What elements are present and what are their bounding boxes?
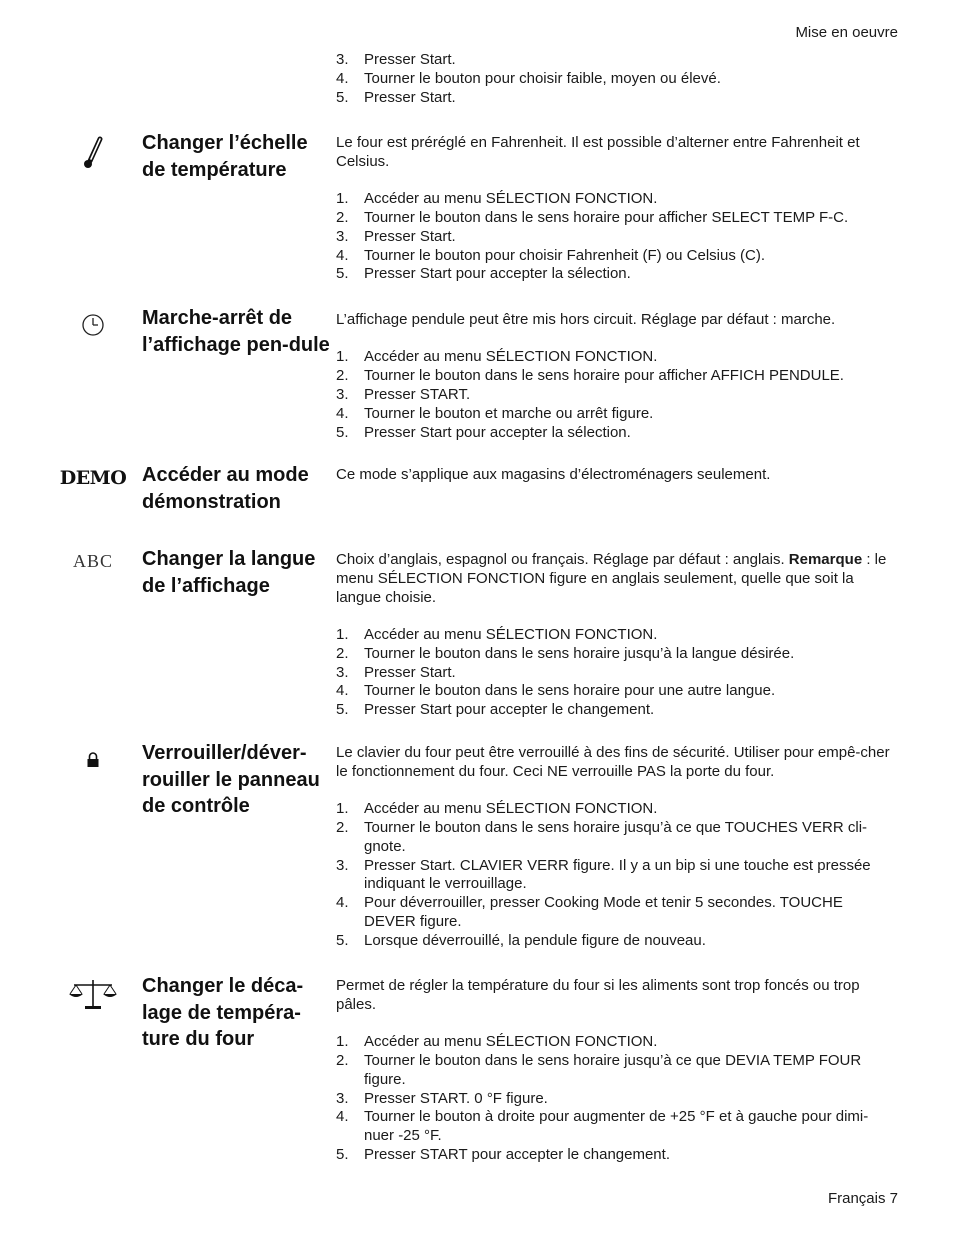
list-item: 4. Tourner le bouton à droite pour augmenter de +25 °F et à gauche pour dimi-nuer -25 °F. <box>336 1108 869 1145</box>
list-item: 5. Presser START pour accepter le changement. <box>336 1145 670 1163</box>
list-item: 2. Tourner le bouton dans le sens horaire jusqu’à ce que DEVIA TEMP FOUR figure. <box>336 1051 862 1088</box>
section-body <box>336 744 896 951</box>
list-item: 4. Tourner le bouton pour choisir faible, moyen ou élevé. <box>336 69 721 87</box>
demo-icon: DEMO <box>59 467 127 489</box>
list-item: 3. Presser START. <box>336 385 471 403</box>
list-item: 3. Presser Start. CLAVIER VERR figure. Il y a un bip si une touche est pressée indiquant le verrouillage. <box>336 856 871 893</box>
scale-icon <box>58 977 128 1011</box>
thermometer-icon <box>58 136 128 170</box>
list-item: 5. Lorsque déverrouillé, la pendule figure de nouveau. <box>336 931 706 949</box>
abc-icon: ABC <box>72 551 113 571</box>
page-header: Mise en oeuvre <box>795 24 898 41</box>
list-item: 4. Tourner le bouton dans le sens horaire pour une autre langue. <box>336 682 776 700</box>
list-item: 1. Accéder au menu SÉLECTION FONCTION. <box>336 348 658 366</box>
list-item: 3. Presser Start. <box>336 663 456 681</box>
section-body <box>336 551 896 720</box>
section-body <box>336 977 896 1165</box>
section-title: Changer la langue de l’affichage <box>142 548 316 597</box>
list-item: 1. Accéder au menu SÉLECTION FONCTION. <box>336 625 658 643</box>
section-title: Accéder au mode démonstration <box>142 464 309 513</box>
section-title: Verrouiller/déver-rouiller le panneau de contrôle <box>142 742 320 817</box>
section-body <box>336 466 896 503</box>
list-item: 4. Pour déverrouiller, presser Cooking Mode et tenir 5 secondes. TOUCHE DEVER figure. <box>336 894 843 930</box>
intro-steps <box>336 51 896 107</box>
list-item: 5. Presser Start pour accepter la sélection. <box>336 423 631 441</box>
list-item: 5. Presser Start pour accepter le changement. <box>336 701 655 719</box>
list-item: 1. Accéder au menu SÉLECTION FONCTION. <box>336 190 658 208</box>
list-item: 5. Presser Start. <box>336 88 456 106</box>
section-body <box>336 311 896 442</box>
section-title: Changer l’échelle de température <box>142 132 308 181</box>
lock-icon <box>58 752 128 768</box>
list-item: 2. Tourner le bouton dans le sens horaire pour afficher AFFICH PENDULE. <box>336 367 844 385</box>
list-item: 2. Tourner le bouton dans le sens horaire jusqu’à la langue désirée. <box>336 644 795 662</box>
section-description: Le clavier du four peut être verrouillé à des fins de sécurité. Utiliser pour empê-cher le fonctionnement du four. Ceci NE verrouille PAS la porte du four. <box>336 744 890 780</box>
list-item: 3. Presser START. 0 °F figure. <box>336 1089 548 1107</box>
list-item: 3. Presser Start. <box>336 227 456 245</box>
list-item: 3. Presser Start. <box>336 51 456 68</box>
section-title: Marche-arrêt de l’affichage pen-dule <box>142 307 330 356</box>
list-item: 1. Accéder au menu SÉLECTION FONCTION. <box>336 1033 658 1051</box>
section-description: Le four est préréglé en Fahrenheit. Il est possible d’alterner entre Fahrenheit et Celsius. <box>336 134 860 170</box>
list-item: 4. Tourner le bouton et marche ou arrêt figure. <box>336 404 654 422</box>
section-description: Choix d’anglais, espagnol ou français. Réglage par défaut : anglais. Remarque : le menu SÉLECTION FONCTION figure en anglais seulement, quelle que soit la langue choisie. <box>336 551 887 606</box>
section-body <box>336 134 896 284</box>
page-footer: Français 7 <box>827 1190 898 1207</box>
section-title: Changer le déca-lage de tempéra-ture du four <box>142 975 304 1050</box>
clock-icon <box>58 313 128 337</box>
list-item: 1. Accéder au menu SÉLECTION FONCTION. <box>336 800 658 818</box>
list-item: 4. Tourner le bouton pour choisir Fahrenheit (F) ou Celsius (C). <box>336 246 766 264</box>
section-description: Ce mode s’applique aux magasins d’électroménagers seulement. <box>336 466 771 483</box>
list-item: 2. Tourner le bouton dans le sens horaire pour afficher SELECT TEMP F-C. <box>336 208 849 226</box>
section-description: Permet de régler la température du four si les aliments sont trop foncés ou trop pâles. <box>336 977 860 1013</box>
list-item: 2. Tourner le bouton dans le sens horaire jusqu’à ce que TOUCHES VERR cli-gnote. <box>336 818 868 855</box>
list-item: 5. Presser Start pour accepter la sélection. <box>336 265 631 283</box>
section-description: L’affichage pendule peut être mis hors circuit. Réglage par défaut : marche. <box>336 311 836 328</box>
